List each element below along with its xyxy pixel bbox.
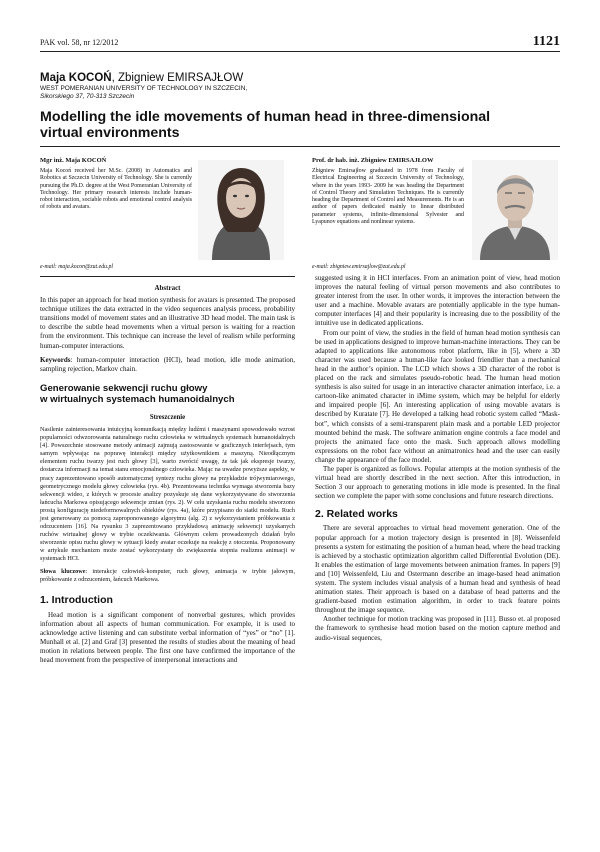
author2-photo	[472, 160, 558, 260]
abstract-heading: Abstract	[154, 284, 181, 292]
abstract-keywords	[40, 356, 295, 374]
bio1-email: e-mail: maja.kocon@zut.edu.pl	[40, 264, 113, 270]
affiliation-line2: Sikorskiego 37, 70-313 Szczecin	[40, 93, 135, 100]
polish-keywords	[40, 568, 295, 584]
abstract-text: In this paper an approach for head motion synthesis for avatars is presented. The proposed technique utilizes the data extracted in the video sequences analysis process, probability transitions model of movement states and an illustrative 3D head model. The main task is to describe the subtle head movements when a virtual person is waiting for a reaction from the environment. This technique can increase the level of realism while performing human-computer interactions.	[40, 296, 295, 350]
paper-title	[40, 109, 560, 141]
bio2-text: Zbigniew Emirsajłow graduated in 1978 from Faculty of Electrical Engineering at Szczecin University of Technology, where in the years 1993- 2009 he was heading the Department of Control Theory and Simulation Techniques. He is currently heading the Department of Control and Measurements. He is an author of papers dedicated mainly to linear distributed parameter systems, infinite-dimensional Sylvester and Lyapunov equations and nonlinear systems.	[312, 168, 464, 226]
bio2-name: Prof. dr hab. inż. Zbigniew EMIRSAJŁOW	[312, 157, 434, 164]
bio1-text: Maja Kocoń received her M.Sc. (2008) in Automatics and Robotics at Szczecin University of Technology. She is currently pursuing the Ph.D. degree at the West Pomeranian University of Technology. Her primary research interests include human-robot interaction, sociable robots and emotional control analysis of robots and avatars.	[40, 168, 192, 211]
keywords-text: : human-computer interaction (HCI), head motion, idle mode animation, sampling rejection, Markov chain.	[40, 355, 295, 373]
author-separator: ,	[111, 72, 118, 84]
right-para5: Another technique for motion tracking was proposed in [11]. Busso et. al proposed the framework to synthesise head motion based on the motion capture method and audio-visual sequences,	[315, 615, 560, 642]
introduction-heading: 1. Introduction	[40, 593, 113, 606]
right-column	[315, 274, 560, 643]
authors-line	[40, 72, 243, 84]
keywords-label: Keywords	[40, 355, 71, 364]
page-number: 1121	[532, 34, 560, 49]
author2: Zbigniew EMIRSAJŁOW	[117, 72, 244, 84]
right-para3: The paper is organized as follows. Popular attempts at the motion synthesis of the virtual head are shortly described in the next section. After this introduction, in Section 3 our approach to generating motions in idle mode is presented. In the final section we complete the paper with some conclusions and future research directions.	[315, 464, 560, 501]
affiliation-line1: WEST POMERANIAN UNIVERSITY OF TECHNOLOGY IN SZCZECIN,	[40, 85, 248, 92]
author1-portrait-icon	[198, 160, 284, 260]
bio2-email: e-mail: zbigniew.emirsajlow@zut.edu.pl	[312, 264, 406, 270]
header-rule	[40, 51, 560, 52]
right-para2: From our point of view, the studies in the field of human head motion synthesis can be used in applications designed to improve human-machine interactions. They can be adapted to applications like autonomous robot platform, like in [5], where a 3D character was used because a human-like face looked friendlier than a mechanical head in the author’s opinion. The LCD which shows a 3D character of the robot is placed on the rack and simulates pseudo-robotic head. The human head motion synthesis is also suited for usage in an interactive character animation interface, i.e. a cartoon-like animated character in iMime system, which may be helpful for elderly and impaired people [6]. An interesting application of using movable avatars is described by Kuratate [7]. He developed a talking head robotic system called “Mask-bot”, which consists of a semi-transparent plain mask and a portable LED projector mounted behind the mask. The software animation engine controls a face model and projects the animated face onto the mask. Such approach allows modelling expressions on the robot face without an animatronics head and the user can easily change the appearance of the face model.	[315, 328, 560, 464]
right-para1: suggested using it in HCI interfaces. From an animation point of view, head motion improves the natural feeling of virtual person movements and also contributes to greater interest from the user. In other words, it improves the interaction between the user and a machine. Movable avatars are potentially applicable in the type human-computer interfaces [4] and their popularity is increasing due to the possibility of the intuitive use in dedicated applications.	[315, 274, 560, 328]
title-rule	[40, 146, 560, 147]
abstract-rule-left	[40, 276, 295, 277]
left-column	[40, 284, 295, 665]
title-line1: Modelling the idle movements of human head in three-dimensional	[40, 109, 491, 125]
polish-block	[40, 426, 295, 584]
author1-photo	[198, 160, 284, 260]
polish-title	[40, 383, 295, 405]
polish-title-line1: Generowanie sekwencji ruchu głowy	[40, 382, 208, 394]
introduction-text: Head motion is a significant component of nonverbal gestures, which provides information about all aspects of human communication. For example, it is used to acknowledge active listening and can substitute verbal information of “yes” or “no” [1]. Munhall et al. [2] and Graf [3] presented the results of studies about the meaning of head motion in relations between people. The first one have confirmed the importance of the head movement from the perspective of interpersonal interactions and	[40, 610, 295, 665]
affiliation	[40, 85, 247, 101]
polish-keywords-text: : interakcje człowiek-komputer, ruch głowy, animacja w trybie jałowym, próbkowanie z odrzuceniem, łańcuch Markowa.	[40, 567, 295, 583]
right-para4: There are several approaches to virtual head movement generation. One of the popular approach for a motion trajectory design is presented in [8]. Weissenfeld presents a system for estimating the position of a human head, where the head tracking is achieved by a stochastic optimization algorithm called Differential Evolution (DE). It enables the estimation of large movements between animation frames. In papers [9] and [10] Weissenfeld, Liu and Ostermann describe an image-based head animation system. The system includes visual analysis of a human head and synthesis of head animation states. Their approach is based on a database of head patterns and the gradient-based motion estimation algorithm, in order to track feature points throughout the image sequence.	[315, 524, 560, 615]
polish-title-line2: w wirtualnych systemach humanoidalnych	[40, 393, 235, 405]
polish-text: Nasilenie zainteresowania intuicyjną komunikacją między ludźmi i maszynami spowodowało wzrost popularności odwzorowania naturalnego ruchu człowieka w wirtualnych systemach humanoidalnych [4]. Powszechnie stosowane metody animacji zajmują zastosowanie w graficznych interfejsach, tym samym wpływając na poprawę interakcji między użytkownikiem a maszyną. Nieodłącznym elementem ruchu twarzy jest ruch głowy [3], warto zwrócić uwagę, że tak jak ekspresje twarzy, dostarcza informacji na temat stanu emocjonalnego człowieka. Mając na uwadze powyższe aspekty, w pracy zaprezentowano sposób automatycznej syntezy ruchu głowy na przykładzie trójwymiarowego, geometrycznego modelu głowy człowieka (rys. 4b). Prezentowana technika wymaga stworzenia bazy sekwencji wideo, z których w procesie analizy pozyskuje się dane wykorzystywane do stworzenia łańcucha Markowa opisującego sekwencje zmian (rys. 2). W celu uzyskania ruchu modelu stworzono prostą konfigurację niedeformowalnych obiektów (rys. 4a), które przypisano do siatki modelu. Ruch jest generowany za pomocą zaproponowanego algorytmu (alg. 2) z wykorzystaniem próbkowania z odrzuceniem [16]. Na rysunku 3 zaprezentowano przykładową animację sekwencji uzyskanych ruchów wirtualnej głowy w trybie oczekiwania. Głównym celem prowadzonych działań było stworzenie opisu ruchu głowy w sytuacji kiedy avatar oczekuje na reakcję z otoczenia. Proponowany w artykule mechanizm może zostać wykorzystany do zwiększenia stopnia realizmu animacji w systemach HCI.	[40, 425, 295, 563]
journal-header: PAK vol. 58, nr 12/2012	[40, 38, 119, 47]
polish-heading: Streszczenie	[149, 413, 186, 421]
author1: Maja KOCOŃ	[40, 72, 112, 84]
author2-portrait-icon	[472, 160, 558, 260]
title-line2: virtual environments	[40, 125, 180, 141]
polish-keywords-label: Słowa kluczowe	[40, 567, 86, 575]
related-works-heading: 2. Related works	[315, 508, 398, 521]
bio1-name: Mgr inż. Maja KOCOŃ	[40, 157, 107, 164]
